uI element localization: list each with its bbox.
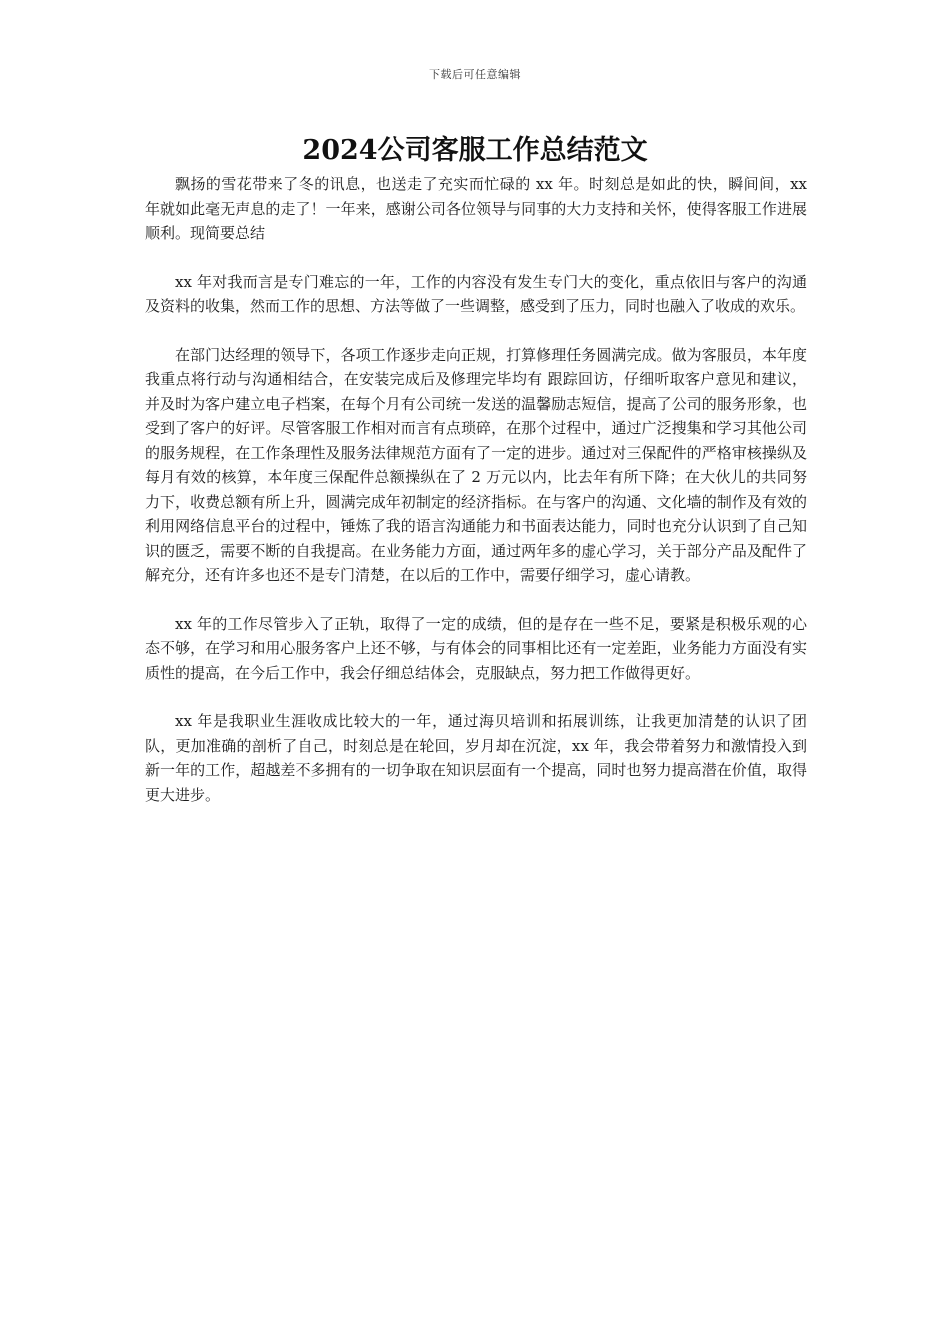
- paragraph-3: 在部门达经理的领导下，各项工作逐步走向正规，打算修理任务圆满完成。做为客服员，本年度我重点将行动与沟通相结合，在安装完成后及修理完毕均有 跟踪回访，仔细听取客户意见和建议，并及时为客户建立电子档案，在每个月有公司统一发送的温馨励志短信，提高了公司的服务形象，也受到了客户的好评。尽管客服工作相对而言有点琐碎，在那个过程中，通过广泛搜集和学习其他公司的服务规程，在工作条理性及服务法律规范方面有了一定的进步。通过对三保配件的严格审核操纵及每月有效的核算，本年度三保配件总额操纵在了 2 万元以内，比去年有所下降；在大伙儿的共同努力下，收费总额有所上升，圆满完成年初制定的经济指标。在与客户的沟通、文化墙的制作及有效的利用网络信息平台的过程中，锤炼了我的语言沟通能力和书面表达能力，同时也充分认识到了自己知识的匮乏，需要不断的自我提高。在业务能力方面，通过两年多的虚心学习，关于部分产品及配件了解充分，还有许多也还不是专门清楚，在以后的工作中，需要仔细学习，虚心请教。: [145, 345, 807, 584]
- paragraph-4: xx 年的工作尽管步入了正轨，取得了一定的成绩，但的是存在一些不足，要紧是积极乐观的心态不够，在学习和用心服务客户上还不够，与有体会的同事相比还有一定差距，业务能力方面没有实质性的提高，在今后工作中，我会仔细总结体会，克服缺点，努力把工作做得更好。: [145, 614, 807, 682]
- document-title: 2024公司客服工作总结范文: [302, 135, 648, 166]
- paragraph-1: 飘扬的雪花带来了冬的讯息，也送走了充实而忙碌的 xx 年。时刻总是如此的快，瞬间间，xx 年就如此毫无声息的走了！一年来，感谢公司各位领导与同事的大力支持和关怀，使得客服工作进展顺利。现简要总结: [145, 175, 807, 242]
- header-note: 下载后可任意编辑: [429, 68, 521, 81]
- paragraph-5: xx 年是我职业生涯收成比较大的一年，通过海贝培训和拓展训练，让我更加清楚的认识了团队，更加准确的剖析了自己，时刻总是在轮回，岁月却在沉淀，xx 年，我会带着努力和激情投入到新一年的工作，超越差不多拥有的一切争取在知识层面有一个提高，同时也努力提高潜在价值，取得更大进步。: [145, 712, 807, 804]
- document-body: [145, 172, 807, 831]
- paragraph-2: xx 年对我而言是专门难忘的一年，工作的内容没有发生专门大的变化，重点依旧与客户的沟通及资料的收集，然而工作的思想、方法等做了一些调整，感受到了压力，同时也融入了收成的欢乐。: [145, 272, 807, 315]
